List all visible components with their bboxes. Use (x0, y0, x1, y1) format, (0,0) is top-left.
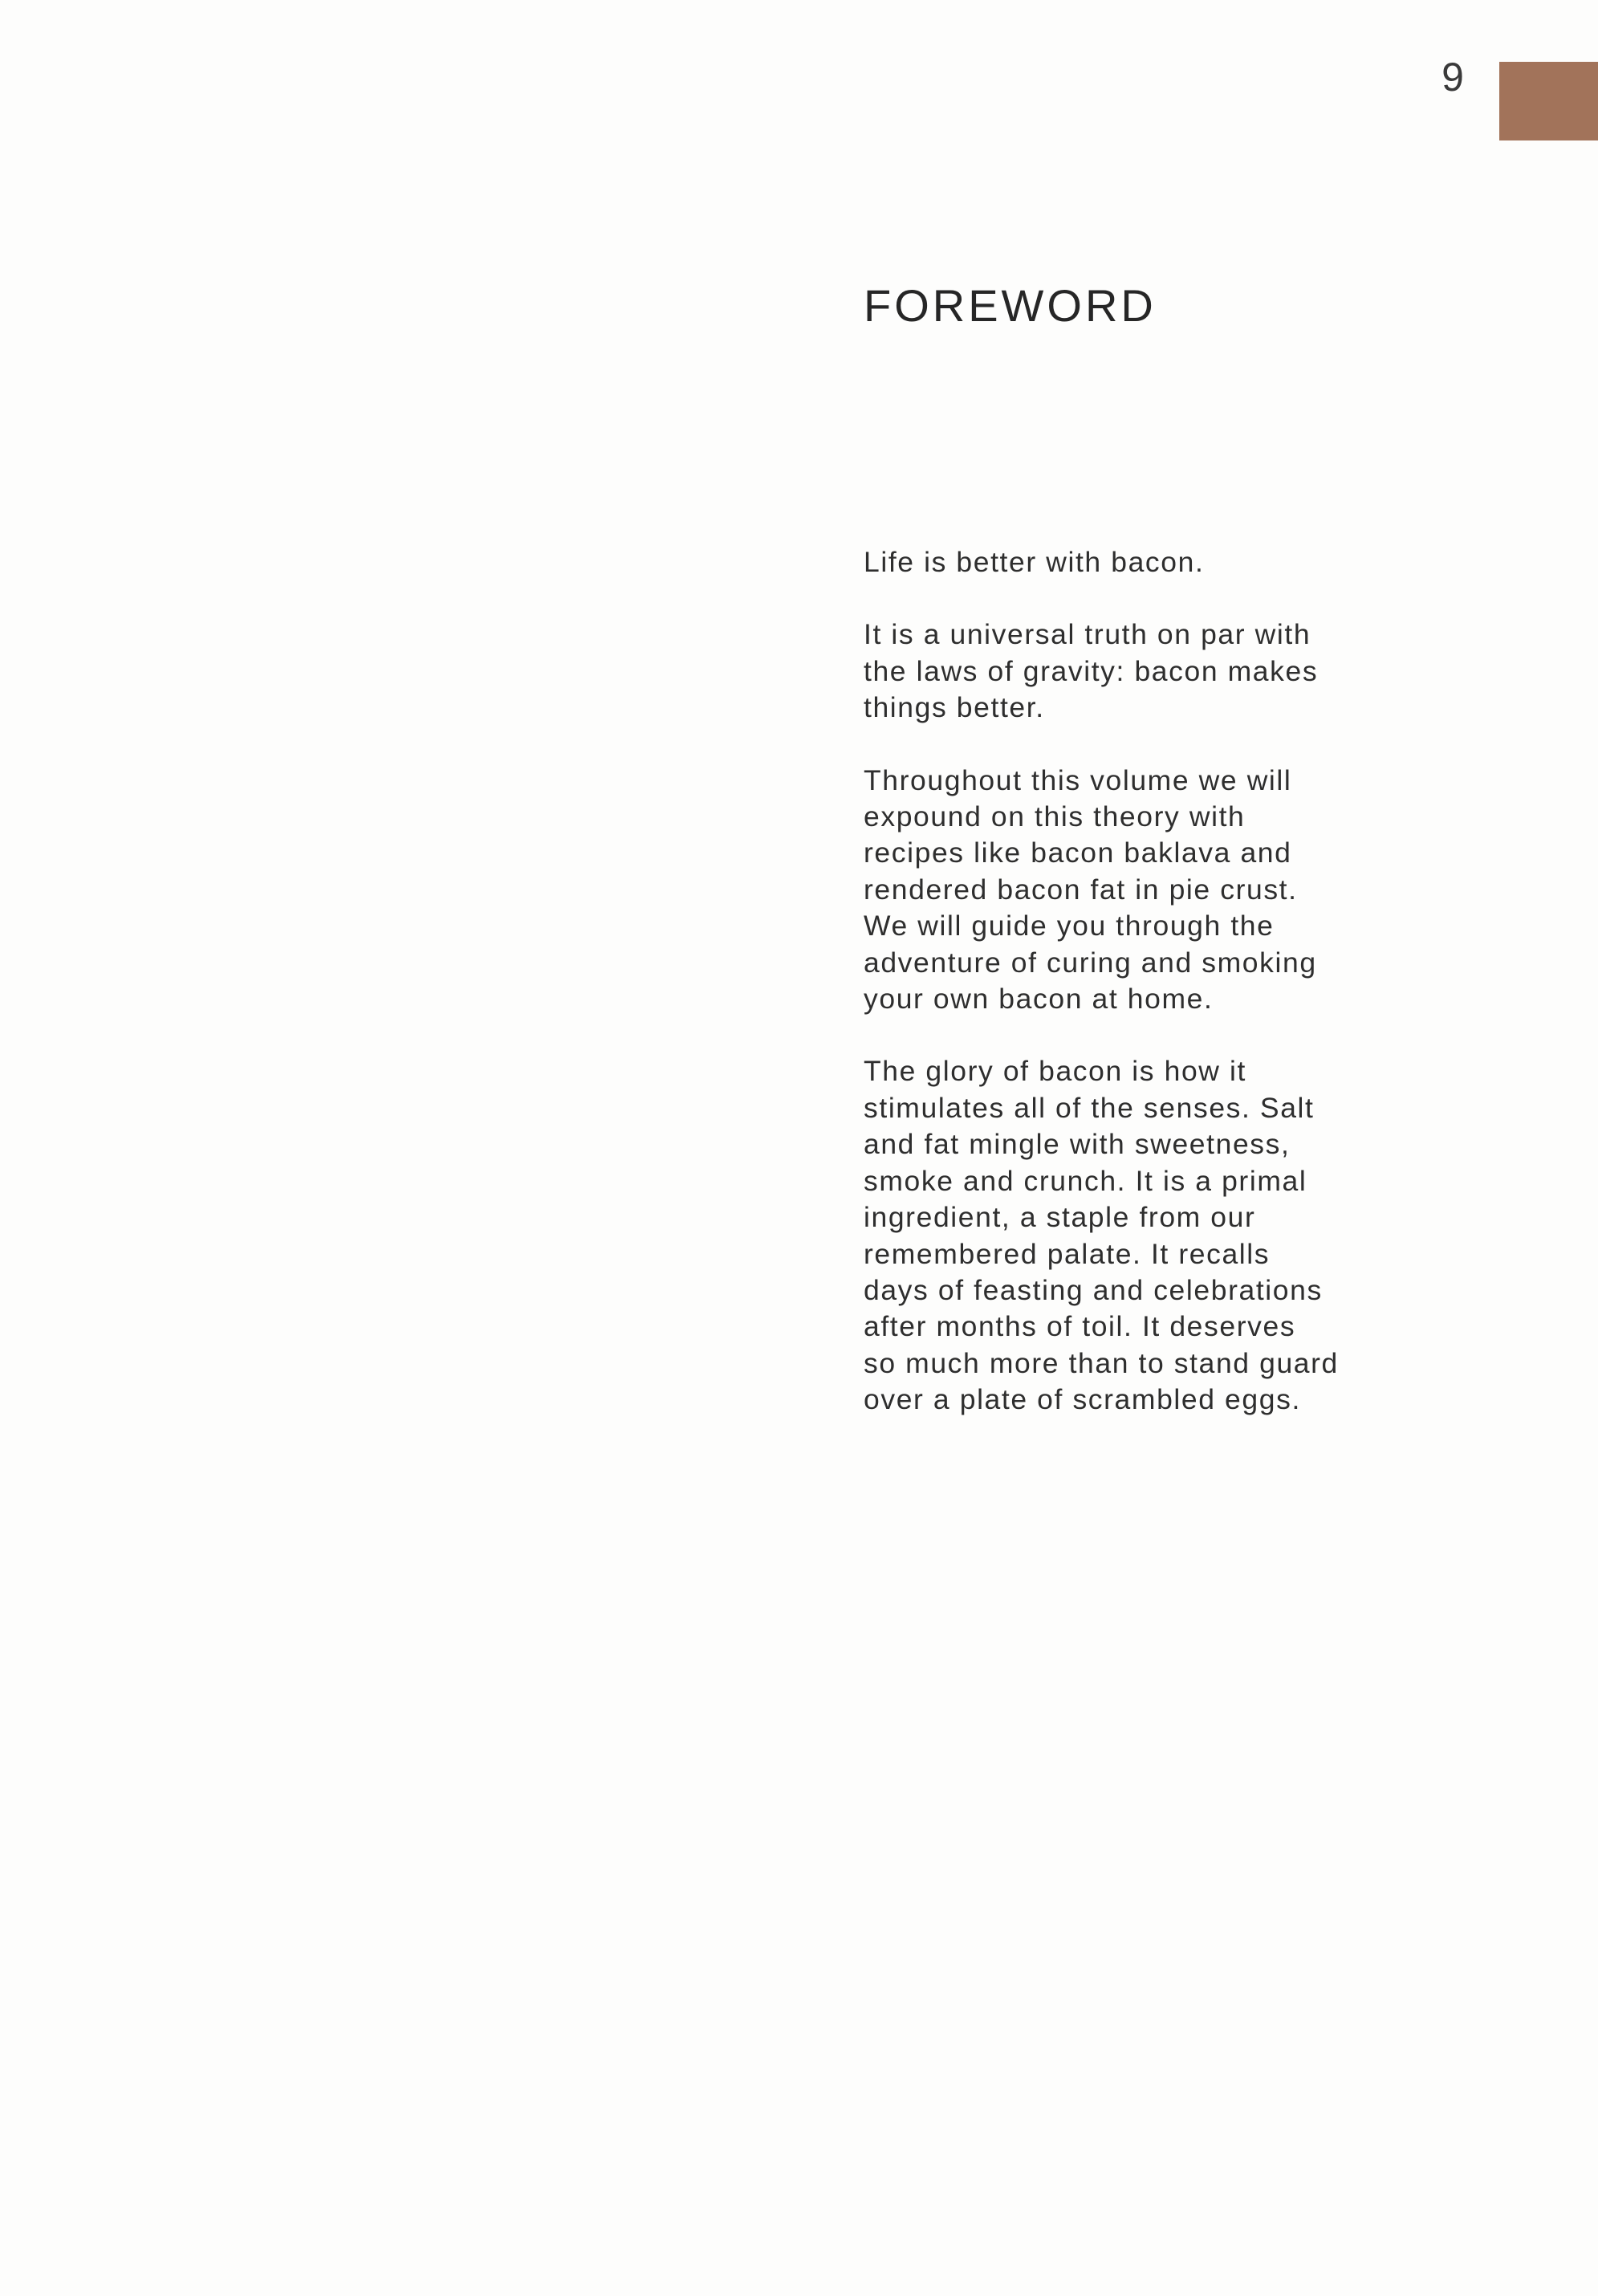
paragraph-1: Life is better with bacon. (864, 546, 1205, 578)
paragraph-2: It is a universal truth on par with the laws of gravity: bacon makes things better. (864, 618, 1319, 724)
paragraph-3: Throughout this volume we will expound on this theory with recipes like bacon baklava and rendered bacon fat in pie crust. We will guide you through the adventure of curing and smoking your own bacon at home. (864, 763, 1317, 1016)
page-title: FOREWORD (864, 280, 1157, 331)
paragraph-4: The glory of bacon is how it stimulates all of the senses. Salt and fat mingle with sweetness, smoke and crunch. It is a primal ingredient, a staple from our remembered palate. It recalls days of feasting and celebrations after months of toil. It deserves so much more than to stand guard over a plate of scrambled eggs. (864, 1055, 1339, 1416)
page-number: 9 (1441, 55, 1464, 100)
chapter-thumb-tab (1499, 62, 1598, 140)
foreword-body (864, 544, 1409, 1455)
